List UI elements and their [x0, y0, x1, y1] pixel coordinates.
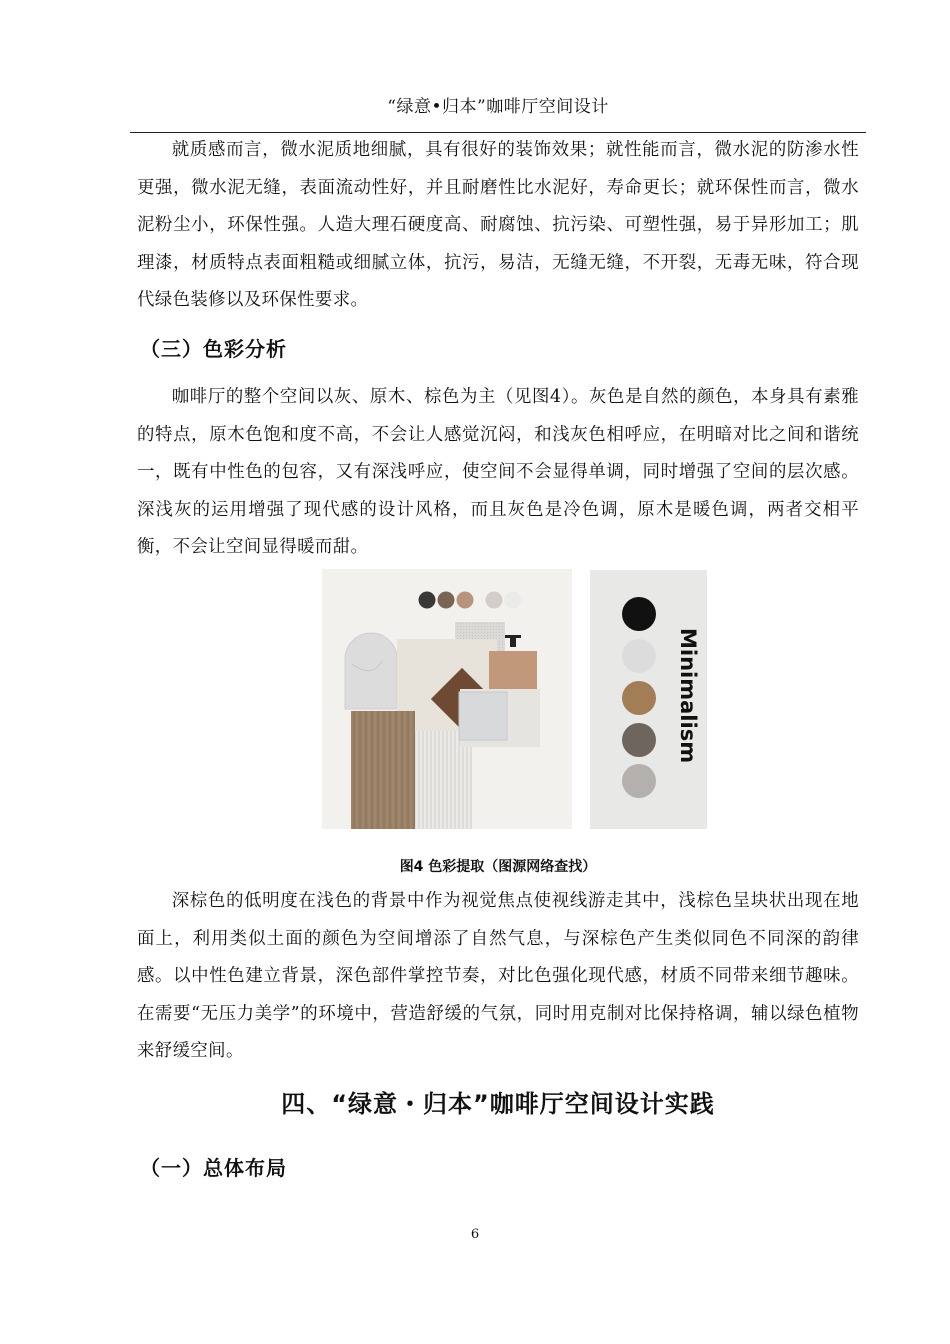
marble-tile [459, 692, 507, 740]
swatch-brown [438, 592, 455, 609]
palette-label: Minimalism [676, 628, 700, 764]
wood-sample [351, 711, 415, 829]
swatch-light [505, 592, 522, 609]
palette-swatch-light-grey [622, 639, 656, 673]
swatch-tan [457, 592, 474, 609]
page-number: 6 [470, 1227, 480, 1242]
chapter-heading: 四、“绿意・归本”咖啡厅空间设计实践 [281, 1090, 715, 1118]
palette-swatch-black [622, 597, 656, 631]
swatch-dark [419, 592, 436, 609]
heading-overall-layout: （一）总体布局 [140, 1156, 287, 1180]
paragraph-color-detail: 深棕色的低明度在浅色的背景中作为视觉焦点使视线游走其中，浅棕色呈块状出现在地面上，利用类似土面的颜色为空间增添了自然气息，与深棕色产生类似同色不同深的韵律感。以中性色建立背景，深色部件掌控节奏，对比色强化现代感，材质不同带来细节趣味。在需要“无压力美学”的环境中，营造舒缓的气氛，同时用克制对比保持格调，辅以绿色植物来舒缓空间。 [137, 891, 859, 1061]
palette-card [590, 570, 707, 829]
swatch-grey [486, 592, 503, 609]
page-header [130, 84, 866, 133]
marble-arch-sample [345, 633, 397, 709]
header-title: “绿意•归本”咖啡厅空间设计 [387, 97, 609, 117]
palette-swatch-grey [622, 764, 656, 798]
heading-color-analysis: （三）色彩分析 [140, 337, 287, 361]
paragraph-color-intro: 咖啡厅的整个空间以灰、原木、棕色为主（见图4）。灰色是自然的颜色，本身具有素雅的特点，原木色饱和度不高，不会让人感觉沉闷，和浅灰色相呼应，在明暗对比之间和谐统一，既有中性色的包容，又有深浅呼应，使空间不会显得单调，同时增强了空间的层次感。深浅灰的运用增强了现代感的设计风格，而且灰色是冷色调，原木是暖色调，两者交相平衡，不会让空间显得暖而甜。 [137, 387, 859, 557]
paragraph-material: 就质感而言，微水泥质地细腻，具有很好的装饰效果；就性能而言，微水泥的防渗水性更强，微水泥无缝，表面流动性好，并且耐磨性比水泥好，寿命更长；就环保性而言，微水泥粉尘小，环保性强。人造大理石硬度高、耐腐蚀、抗污染、可塑性强，易于异形加工；肌理漆，材质特点表面粗糙或细腻立体，抗污，易洁，无缝无缝，不开裂，无毒无味，符合现代绿色装修以及环保性要求。 [137, 140, 859, 310]
material-moodboard-image [322, 569, 572, 829]
figure-caption: 图4 色彩提取（图源网络查找） [399, 859, 597, 875]
palette-swatch-taupe [622, 723, 656, 757]
palette-swatch-tan [622, 681, 656, 715]
